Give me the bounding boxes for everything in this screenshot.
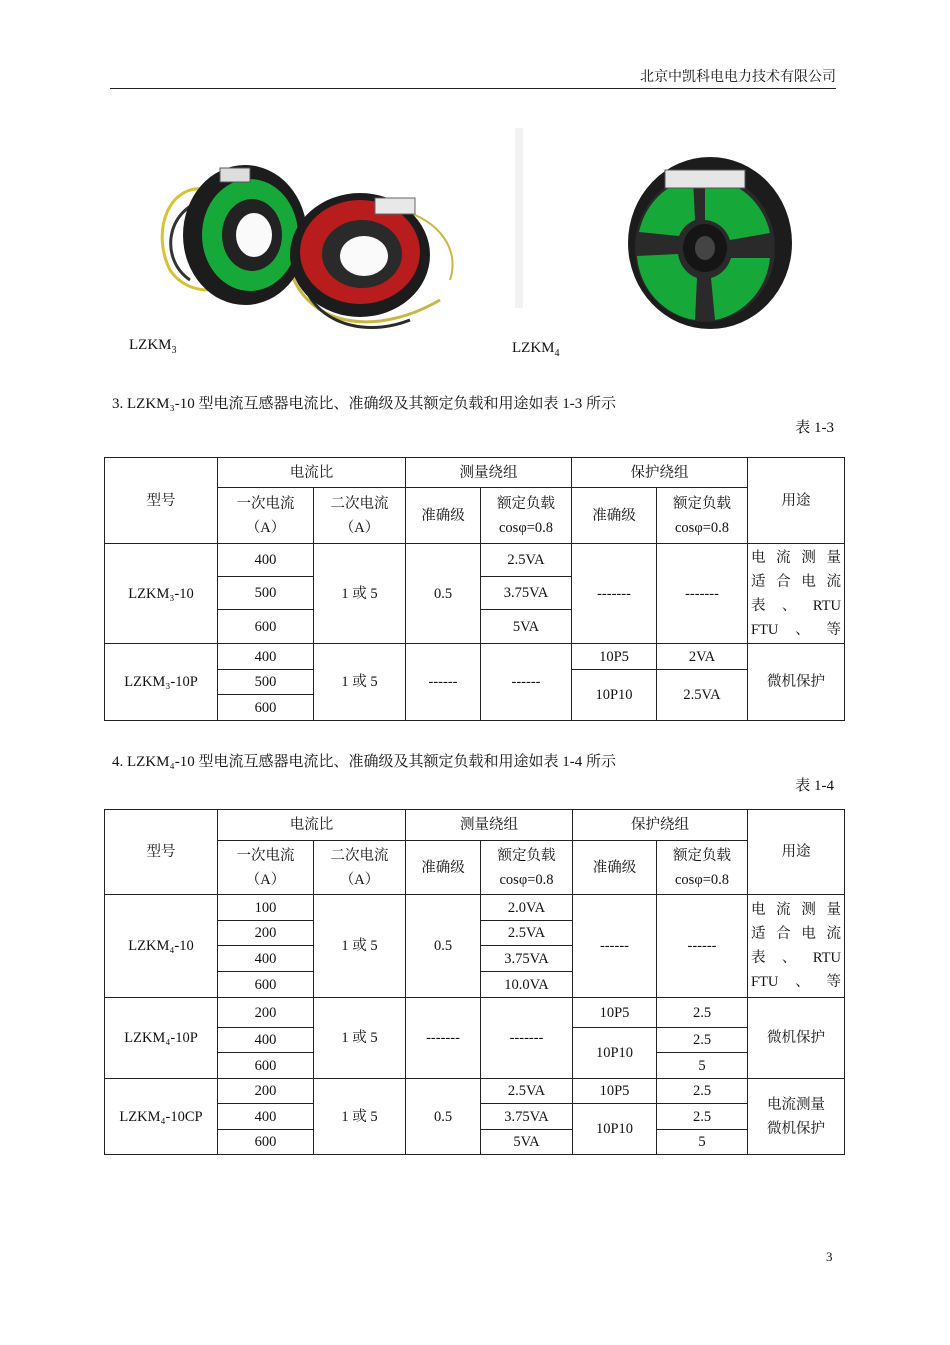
primary-cell: 400 [218, 1028, 314, 1053]
prot-accuracy-cell: 10P5 [573, 998, 657, 1028]
accuracy-cell: ------- [406, 998, 481, 1079]
secondary-cell: 1 或 5 [314, 644, 406, 721]
prot-load-cell: 2.5VA [657, 670, 748, 721]
lzkm3-caption: $LZKM_3$ [129, 337, 177, 356]
header-model: 型号 [105, 458, 218, 544]
primary-cell: 200 [218, 998, 314, 1028]
load-cell: 3.75VA [481, 1104, 573, 1130]
use-cell: 电流测量 适合电流 表 、 RTU FTU、等 [748, 895, 845, 998]
header-accuracy: 准确级 [406, 841, 481, 895]
load-cell: 5VA [481, 610, 572, 644]
load-cell: 2.5VA [481, 1079, 573, 1104]
page-number: 3 [826, 1249, 833, 1264]
prot-load-cell: 5 [657, 1130, 748, 1155]
prot-accuracy-cell: ------ [573, 895, 657, 998]
prot-accuracy-cell: 10P10 [573, 1104, 657, 1155]
primary-cell: 100 [218, 895, 314, 921]
primary-cell: 600 [218, 695, 314, 721]
primary-cell: 600 [218, 1053, 314, 1079]
header-prot: 保护绕组 [572, 458, 748, 488]
prot-accuracy-cell: 10P5 [572, 644, 657, 670]
primary-cell: 200 [218, 921, 314, 946]
load-cell: 2.0VA [481, 895, 573, 921]
lzkm4-photo [515, 128, 835, 338]
prot-load-cell: 2VA [657, 644, 748, 670]
prot-load-cell: ------ [657, 895, 748, 998]
accuracy-cell: 0.5 [406, 895, 481, 998]
model-cell: LZKM₄-10CP [105, 1079, 218, 1155]
primary-cell: 400 [218, 644, 314, 670]
header-accuracy: 准确级 [406, 488, 481, 544]
page-header [110, 66, 836, 89]
prot-load-cell: ------- [657, 544, 748, 644]
primary-cell: 500 [218, 577, 314, 610]
section-3-text: 3. LZKM₃-10 型电流互感器电流比、准确级及其额定负载和用途如表 1-3 所示 [112, 396, 616, 412]
header-meas: 测量绕组 [406, 810, 573, 841]
primary-cell: 400 [218, 1104, 314, 1130]
use-cell: 微机保护 [748, 644, 845, 721]
primary-cell: 600 [218, 972, 314, 998]
prot-load-cell: 2.5 [657, 1028, 748, 1053]
table-1-4-label: 表 1-4 [795, 778, 834, 794]
header-primary: 一次电流 （A） [218, 841, 314, 895]
primary-cell: 500 [218, 670, 314, 695]
header-use: 用途 [748, 810, 845, 895]
load-cell: 2.5VA [481, 544, 572, 577]
model-cell: LZKM₄-10 [105, 895, 218, 998]
load-cell: 3.75VA [481, 946, 573, 972]
prot-load-cell: 2.5 [657, 1104, 748, 1130]
header-secondary: 二次电流 （A） [314, 841, 406, 895]
prot-load-cell: 2.5 [657, 1079, 748, 1104]
prot-load-cell: 5 [657, 1053, 748, 1079]
primary-cell: 200 [218, 1079, 314, 1104]
load-cell: 5VA [481, 1130, 573, 1155]
table-1-3-label: 表 1-3 [795, 420, 834, 436]
accuracy-cell: 0.5 [406, 544, 481, 644]
load-cell: 3.75VA [481, 577, 572, 610]
header-prot-load: 额定负载 cosφ=0.8 [657, 488, 748, 544]
secondary-cell: 1 或 5 [314, 998, 406, 1079]
prot-accuracy-cell: 10P10 [572, 670, 657, 721]
header-rated-load: 额定负载 cosφ=0.8 [481, 488, 572, 544]
prot-accuracy-cell: 10P5 [573, 1079, 657, 1104]
header-prot: 保护绕组 [573, 810, 748, 841]
load-cell: ------- [481, 998, 573, 1079]
secondary-cell: 1 或 5 [314, 544, 406, 644]
header-secondary: 二次电流 （A） [314, 488, 406, 544]
header-ratio: 电流比 [218, 458, 406, 488]
company-name: 北京中凯科电电力技术有限公司 [640, 70, 836, 85]
use-cell: 电流测量 适合电流 表 、 RTU FTU、等 [748, 544, 845, 644]
table-1-3 [104, 457, 845, 721]
primary-cell: 600 [218, 610, 314, 644]
header-meas: 测量绕组 [406, 458, 572, 488]
use-cell: 电流测量 微机保护 [748, 1079, 845, 1155]
load-cell: 10.0VA [481, 972, 573, 998]
load-cell: 2.5VA [481, 921, 573, 946]
load-cell: ------ [481, 644, 572, 721]
model-cell: LZKM₃-10P [105, 644, 218, 721]
primary-cell: 400 [218, 946, 314, 972]
prot-accuracy-cell: 10P10 [573, 1028, 657, 1079]
header-ratio: 电流比 [218, 810, 406, 841]
header-prot-accuracy: 准确级 [572, 488, 657, 544]
header-use: 用途 [748, 458, 845, 544]
lzkm4-caption: $LZKM_4$ [512, 340, 560, 359]
primary-cell: 400 [218, 544, 314, 577]
table-1-4 [104, 809, 845, 1155]
header-rated-load: 额定负载 cosφ=0.8 [481, 841, 573, 895]
header-prot-accuracy: 准确级 [573, 841, 657, 895]
header-prot-load: 额定负载 cosφ=0.8 [657, 841, 748, 895]
section-4-text: 4. LZKM₄-10 型电流互感器电流比、准确级及其额定负载和用途如表 1-4 所示 [112, 754, 616, 770]
prot-accuracy-cell: ------- [572, 544, 657, 644]
secondary-cell: 1 或 5 [314, 895, 406, 998]
model-cell: LZKM₃-10 [105, 544, 218, 644]
header-primary: 一次电流 （A） [218, 488, 314, 544]
accuracy-cell: ------ [406, 644, 481, 721]
primary-cell: 600 [218, 1130, 314, 1155]
secondary-cell: 1 或 5 [314, 1079, 406, 1155]
header-model: 型号 [105, 810, 218, 895]
prot-load-cell: 2.5 [657, 998, 748, 1028]
accuracy-cell: 0.5 [406, 1079, 481, 1155]
lzkm3-photo [150, 150, 470, 345]
use-cell: 微机保护 [748, 998, 845, 1079]
model-cell: LZKM₄-10P [105, 998, 218, 1079]
